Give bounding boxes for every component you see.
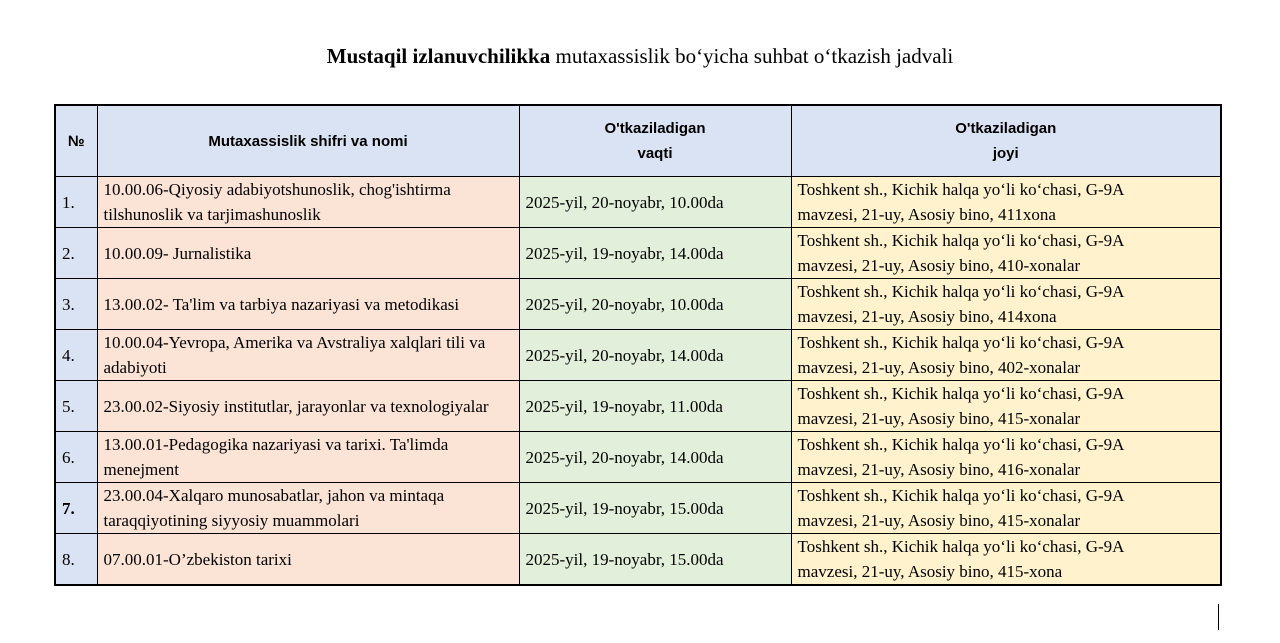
row-place: [791, 177, 1221, 228]
row-place: [791, 534, 1221, 586]
header-place-line1: O'tkaziladigan: [955, 120, 1057, 137]
row-time: 2025-yil, 19-noyabr, 15.00da: [519, 483, 791, 534]
row-spec: 13.00.01-Pedagogika nazariyasi va tarixi. Ta'limda menejment: [97, 432, 519, 483]
row-num: 3.: [55, 279, 97, 330]
header-place-line2: joyi: [992, 145, 1019, 162]
title-rest: mutaxassislik bo‘yicha suhbat o‘tkazish jadvali: [550, 44, 954, 68]
row-place: [791, 432, 1221, 483]
row-spec: 10.00.06-Qiyosiy adabiyotshunoslik, chog'ishtirma tilshunoslik va tarjimashunoslik: [97, 177, 519, 228]
row-place-line1: Toshkent sh., Kichik halqa yo‘li ko‘chasi, G-9A: [797, 435, 1125, 454]
row-spec: 10.00.09- Jurnalistika: [97, 228, 519, 279]
title-bold: Mustaqil izlanuvchilikka: [326, 44, 551, 68]
table-row: [55, 330, 1221, 381]
row-num: 6.: [55, 432, 97, 483]
table-row: [55, 381, 1221, 432]
row-place-line1: Toshkent sh., Kichik halqa yo‘li ko‘chasi, G-9A: [797, 486, 1125, 505]
row-place-line1: Toshkent sh., Kichik halqa yo‘li ko‘chasi, G-9A: [797, 231, 1125, 250]
row-time: 2025-yil, 19-noyabr, 11.00da: [519, 381, 791, 432]
table-row: [55, 228, 1221, 279]
header-row: [55, 105, 1221, 177]
row-place: [791, 279, 1221, 330]
row-time: 2025-yil, 20-noyabr, 14.00da: [519, 330, 791, 381]
header-time-line1: O'tkaziladigan: [604, 120, 706, 137]
table-row: [55, 534, 1221, 586]
row-time: 2025-yil, 20-noyabr, 10.00da: [519, 177, 791, 228]
row-place-line1: Toshkent sh., Kichik halqa yo‘li ko‘chasi, G-9A: [797, 537, 1125, 556]
header-num: №: [55, 105, 97, 177]
row-place: [791, 381, 1221, 432]
schedule-table: [54, 104, 1222, 586]
row-place-line2: mavzesi, 21-uy, Asosiy bino, 415-xonalar: [797, 409, 1081, 428]
page-title: [0, 44, 1280, 69]
row-place-line2: mavzesi, 21-uy, Asosiy bino, 402-xonalar: [797, 358, 1081, 377]
table-row: [55, 483, 1221, 534]
row-spec: 07.00.01-O’zbekiston tarixi: [97, 534, 519, 586]
row-place: [791, 228, 1221, 279]
row-num: 8.: [55, 534, 97, 586]
row-place-line2: mavzesi, 21-uy, Asosiy bino, 414xona: [797, 307, 1057, 326]
header-time-line2: vaqti: [637, 145, 673, 162]
row-place: [791, 330, 1221, 381]
row-spec: 13.00.02- Ta'lim va tarbiya nazariyasi va metodikasi: [97, 279, 519, 330]
row-time: 2025-yil, 20-noyabr, 14.00da: [519, 432, 791, 483]
row-spec: 23.00.04-Xalqaro munosabatlar, jahon va mintaqa taraqqiyotining siyyosiy muammolari: [97, 483, 519, 534]
row-place: [791, 483, 1221, 534]
row-place-line1: Toshkent sh., Kichik halqa yo‘li ko‘chasi, G-9A: [797, 180, 1125, 199]
row-time: 2025-yil, 19-noyabr, 15.00da: [519, 534, 791, 586]
table-row: [55, 432, 1221, 483]
row-place-line2: mavzesi, 21-uy, Asosiy bino, 416-xonalar: [797, 460, 1081, 479]
row-place-line1: Toshkent sh., Kichik halqa yo‘li ko‘chasi, G-9A: [797, 384, 1125, 403]
row-num: 1.: [55, 177, 97, 228]
text-cursor: [1218, 604, 1219, 630]
row-place-line2: mavzesi, 21-uy, Asosiy bino, 410-xonalar: [797, 256, 1081, 275]
row-spec: 10.00.04-Yevropa, Amerika va Avstraliya xalqlari tili va adabiyoti: [97, 330, 519, 381]
row-place-line2: mavzesi, 21-uy, Asosiy bino, 415-xonalar: [797, 511, 1081, 530]
row-time: 2025-yil, 19-noyabr, 14.00da: [519, 228, 791, 279]
row-num: 4.: [55, 330, 97, 381]
header-place: [791, 105, 1221, 177]
table-row: [55, 177, 1221, 228]
row-num: 2.: [55, 228, 97, 279]
row-place-line1: Toshkent sh., Kichik halqa yo‘li ko‘chasi, G-9A: [797, 282, 1125, 301]
row-place-line2: mavzesi, 21-uy, Asosiy bino, 415-xona: [797, 562, 1063, 581]
row-place-line2: mavzesi, 21-uy, Asosiy bino, 411xona: [797, 205, 1056, 224]
header-time: [519, 105, 791, 177]
row-spec: 23.00.02-Siyosiy institutlar, jarayonlar va texnologiyalar: [97, 381, 519, 432]
header-spec: Mutaxassislik shifri va nomi: [97, 105, 519, 177]
row-place-line1: Toshkent sh., Kichik halqa yo‘li ko‘chasi, G-9A: [797, 333, 1125, 352]
table-row: [55, 279, 1221, 330]
row-num: 5.: [55, 381, 97, 432]
row-time: 2025-yil, 20-noyabr, 10.00da: [519, 279, 791, 330]
row-num: 7.: [55, 483, 97, 534]
